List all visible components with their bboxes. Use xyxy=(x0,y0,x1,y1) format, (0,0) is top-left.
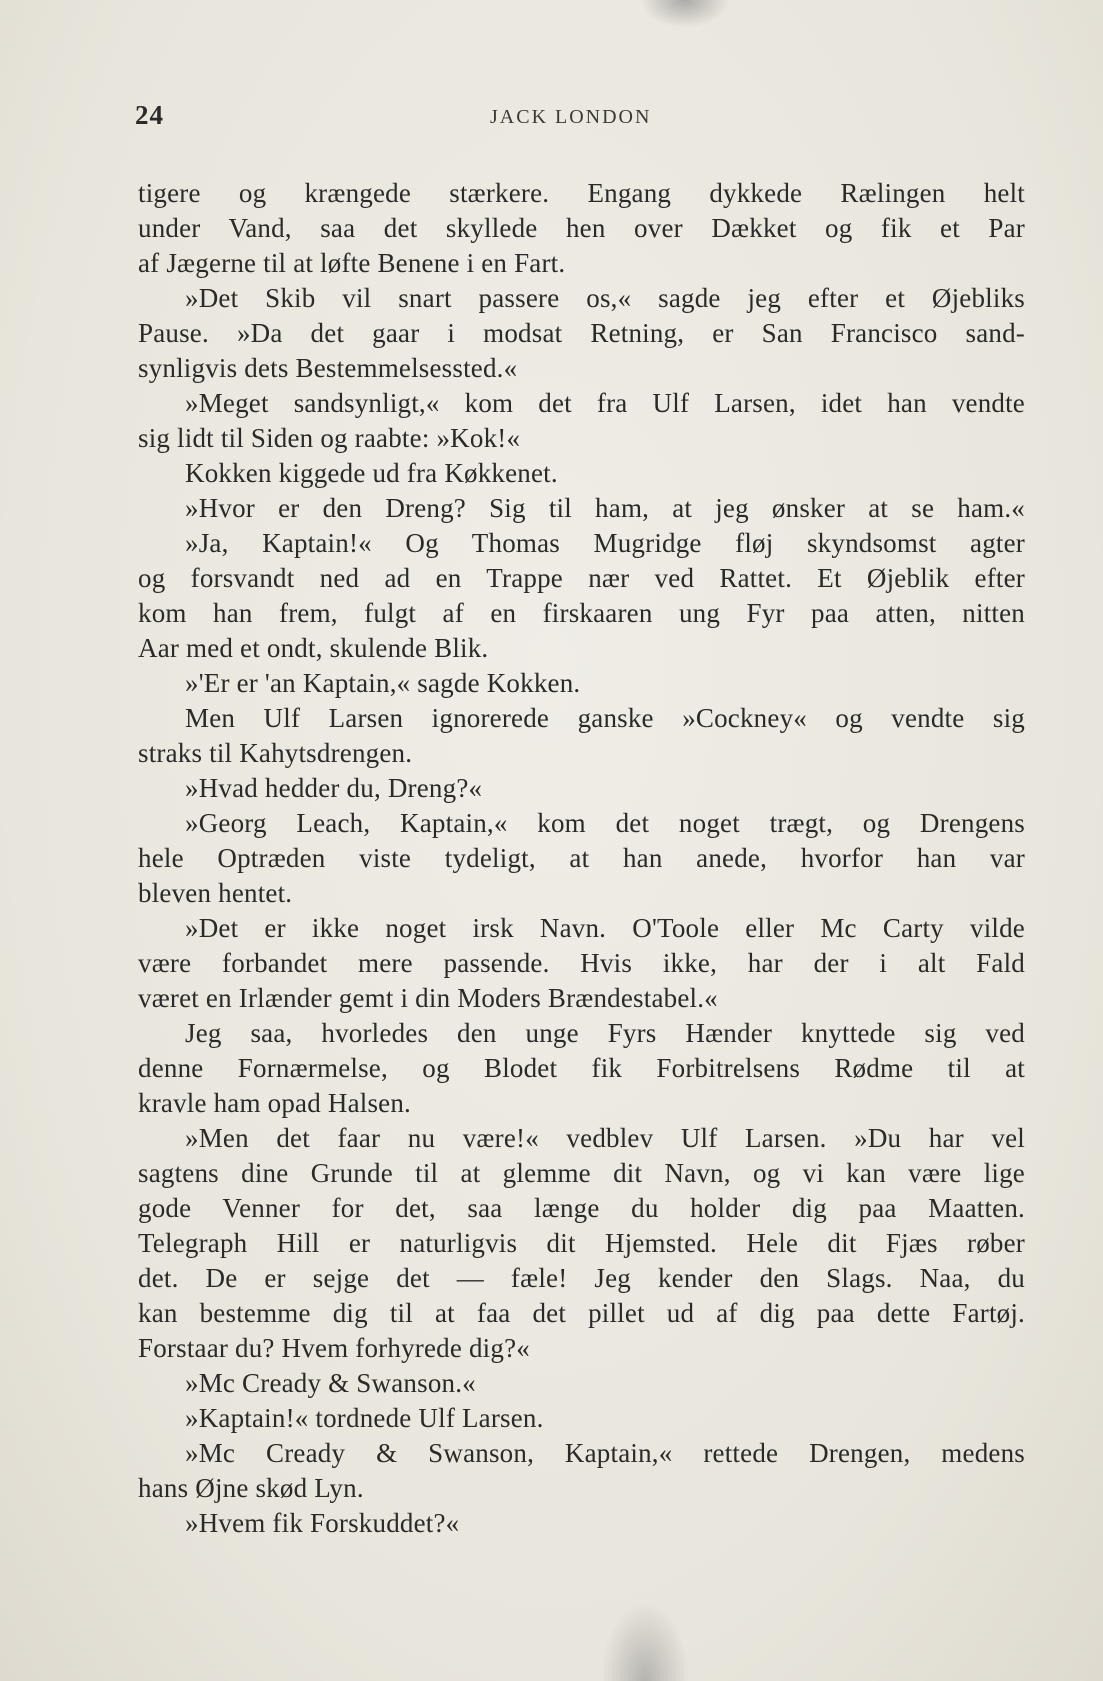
text-line: Pause. »Da det gaar i modsat Retning, er San Francisco sand- xyxy=(138,318,1025,348)
text-line: være forbandet mere passende. Hvis ikke, har der i alt Fald xyxy=(138,948,1025,978)
text-line: »Mc Cready & Swanson, Kaptain,« rettede Drengen, medens xyxy=(185,1438,1025,1468)
running-head: JACK LONDON xyxy=(490,106,652,128)
text-line: og forsvandt ned ad en Trappe nær ved Rattet. Et Øjeblik efter xyxy=(138,563,1025,593)
page-header xyxy=(135,100,1025,140)
text-line: kravle ham opad Halsen. xyxy=(138,1088,412,1118)
text-line: »Det Skib vil snart passere os,« sagde jeg efter et Øjebliks xyxy=(185,283,1025,313)
text-line: Jeg saa, hvorledes den unge Fyrs Hænder knyttede sig ved xyxy=(185,1018,1025,1048)
text-line: »Hvem fik Forskuddet?« xyxy=(185,1508,460,1538)
text-line: »Ja, Kaptain!« Og Thomas Mugridge fløj skyndsomst agter xyxy=(185,528,1025,558)
text-line: kan bestemme dig til at faa det pillet ud af dig paa dette Fartøj. xyxy=(138,1298,1025,1328)
text-line: »Meget sandsynligt,« kom det fra Ulf Larsen, idet han vendte xyxy=(185,388,1025,418)
text-line: bleven hentet. xyxy=(138,878,293,908)
text-line: tigere og krængede stærkere. Engang dykkede Rælingen helt xyxy=(138,178,1025,208)
text-line: »Men det faar nu være!« vedblev Ulf Larsen. »Du har vel xyxy=(185,1123,1025,1153)
text-line: straks til Kahytsdrengen. xyxy=(138,738,413,768)
text-line: »Hvor er den Dreng? Sig til ham, at jeg ønsker at se ham.« xyxy=(185,493,1025,523)
text-line: Telegraph Hill er naturligvis dit Hjemsted. Hele dit Fjæs røber xyxy=(138,1228,1025,1258)
text-line: under Vand, saa det skyllede hen over Dækket og fik et Par xyxy=(138,213,1025,243)
text-line: Kokken kiggede ud fra Køkkenet. xyxy=(185,458,558,488)
text-line: denne Fornærmelse, og Blodet fik Forbitrelsens Rødme til at xyxy=(138,1053,1025,1083)
text-line: »Det er ikke noget irsk Navn. O'Toole eller Mc Carty vilde xyxy=(185,913,1025,943)
text-line: synligvis dets Bestemmelsessted.« xyxy=(138,353,518,383)
text-line: kom han frem, fulgt af en firskaaren ung Fyr paa atten, nitten xyxy=(138,598,1025,628)
text-line: af Jægerne til at løfte Benene i en Fart. xyxy=(138,248,566,278)
text-line: »'Er er 'an Kaptain,« sagde Kokken. xyxy=(185,668,581,698)
text-line: hele Optræden viste tydeligt, at han anede, hvorfor han var xyxy=(138,843,1025,873)
text-line: »Mc Cready & Swanson.« xyxy=(185,1368,476,1398)
text-line: sig lidt til Siden og raabte: »Kok!« xyxy=(138,423,521,453)
page-number: 24 xyxy=(135,100,164,130)
text-line: »Hvad hedder du, Dreng?« xyxy=(185,773,483,803)
text-line: sagtens dine Grunde til at glemme dit Navn, og vi kan være lige xyxy=(138,1158,1025,1188)
text-line: hans Øjne skød Lyn. xyxy=(138,1473,364,1503)
binding-shadow-bottom xyxy=(600,1600,690,1681)
text-line: været en Irlænder gemt i din Moders Brændestabel.« xyxy=(138,983,718,1013)
text-line: gode Venner for det, saa længe du holder dig paa Maatten. xyxy=(138,1193,1025,1223)
text-line: det. De er sejge det — fæle! Jeg kender den Slags. Naa, du xyxy=(138,1263,1025,1293)
text-line: Men Ulf Larsen ignorerede ganske »Cockney« og vendte sig xyxy=(185,703,1025,733)
text-line: Forstaar du? Hvem forhyrede dig?« xyxy=(138,1333,530,1363)
text-line: Aar med et ondt, skulende Blik. xyxy=(138,633,489,663)
text-line: »Georg Leach, Kaptain,« kom det noget trægt, og Drengens xyxy=(185,808,1025,838)
binding-shadow-top xyxy=(640,0,730,28)
body-text xyxy=(138,176,1025,1541)
text-line: »Kaptain!« tordnede Ulf Larsen. xyxy=(185,1403,544,1433)
